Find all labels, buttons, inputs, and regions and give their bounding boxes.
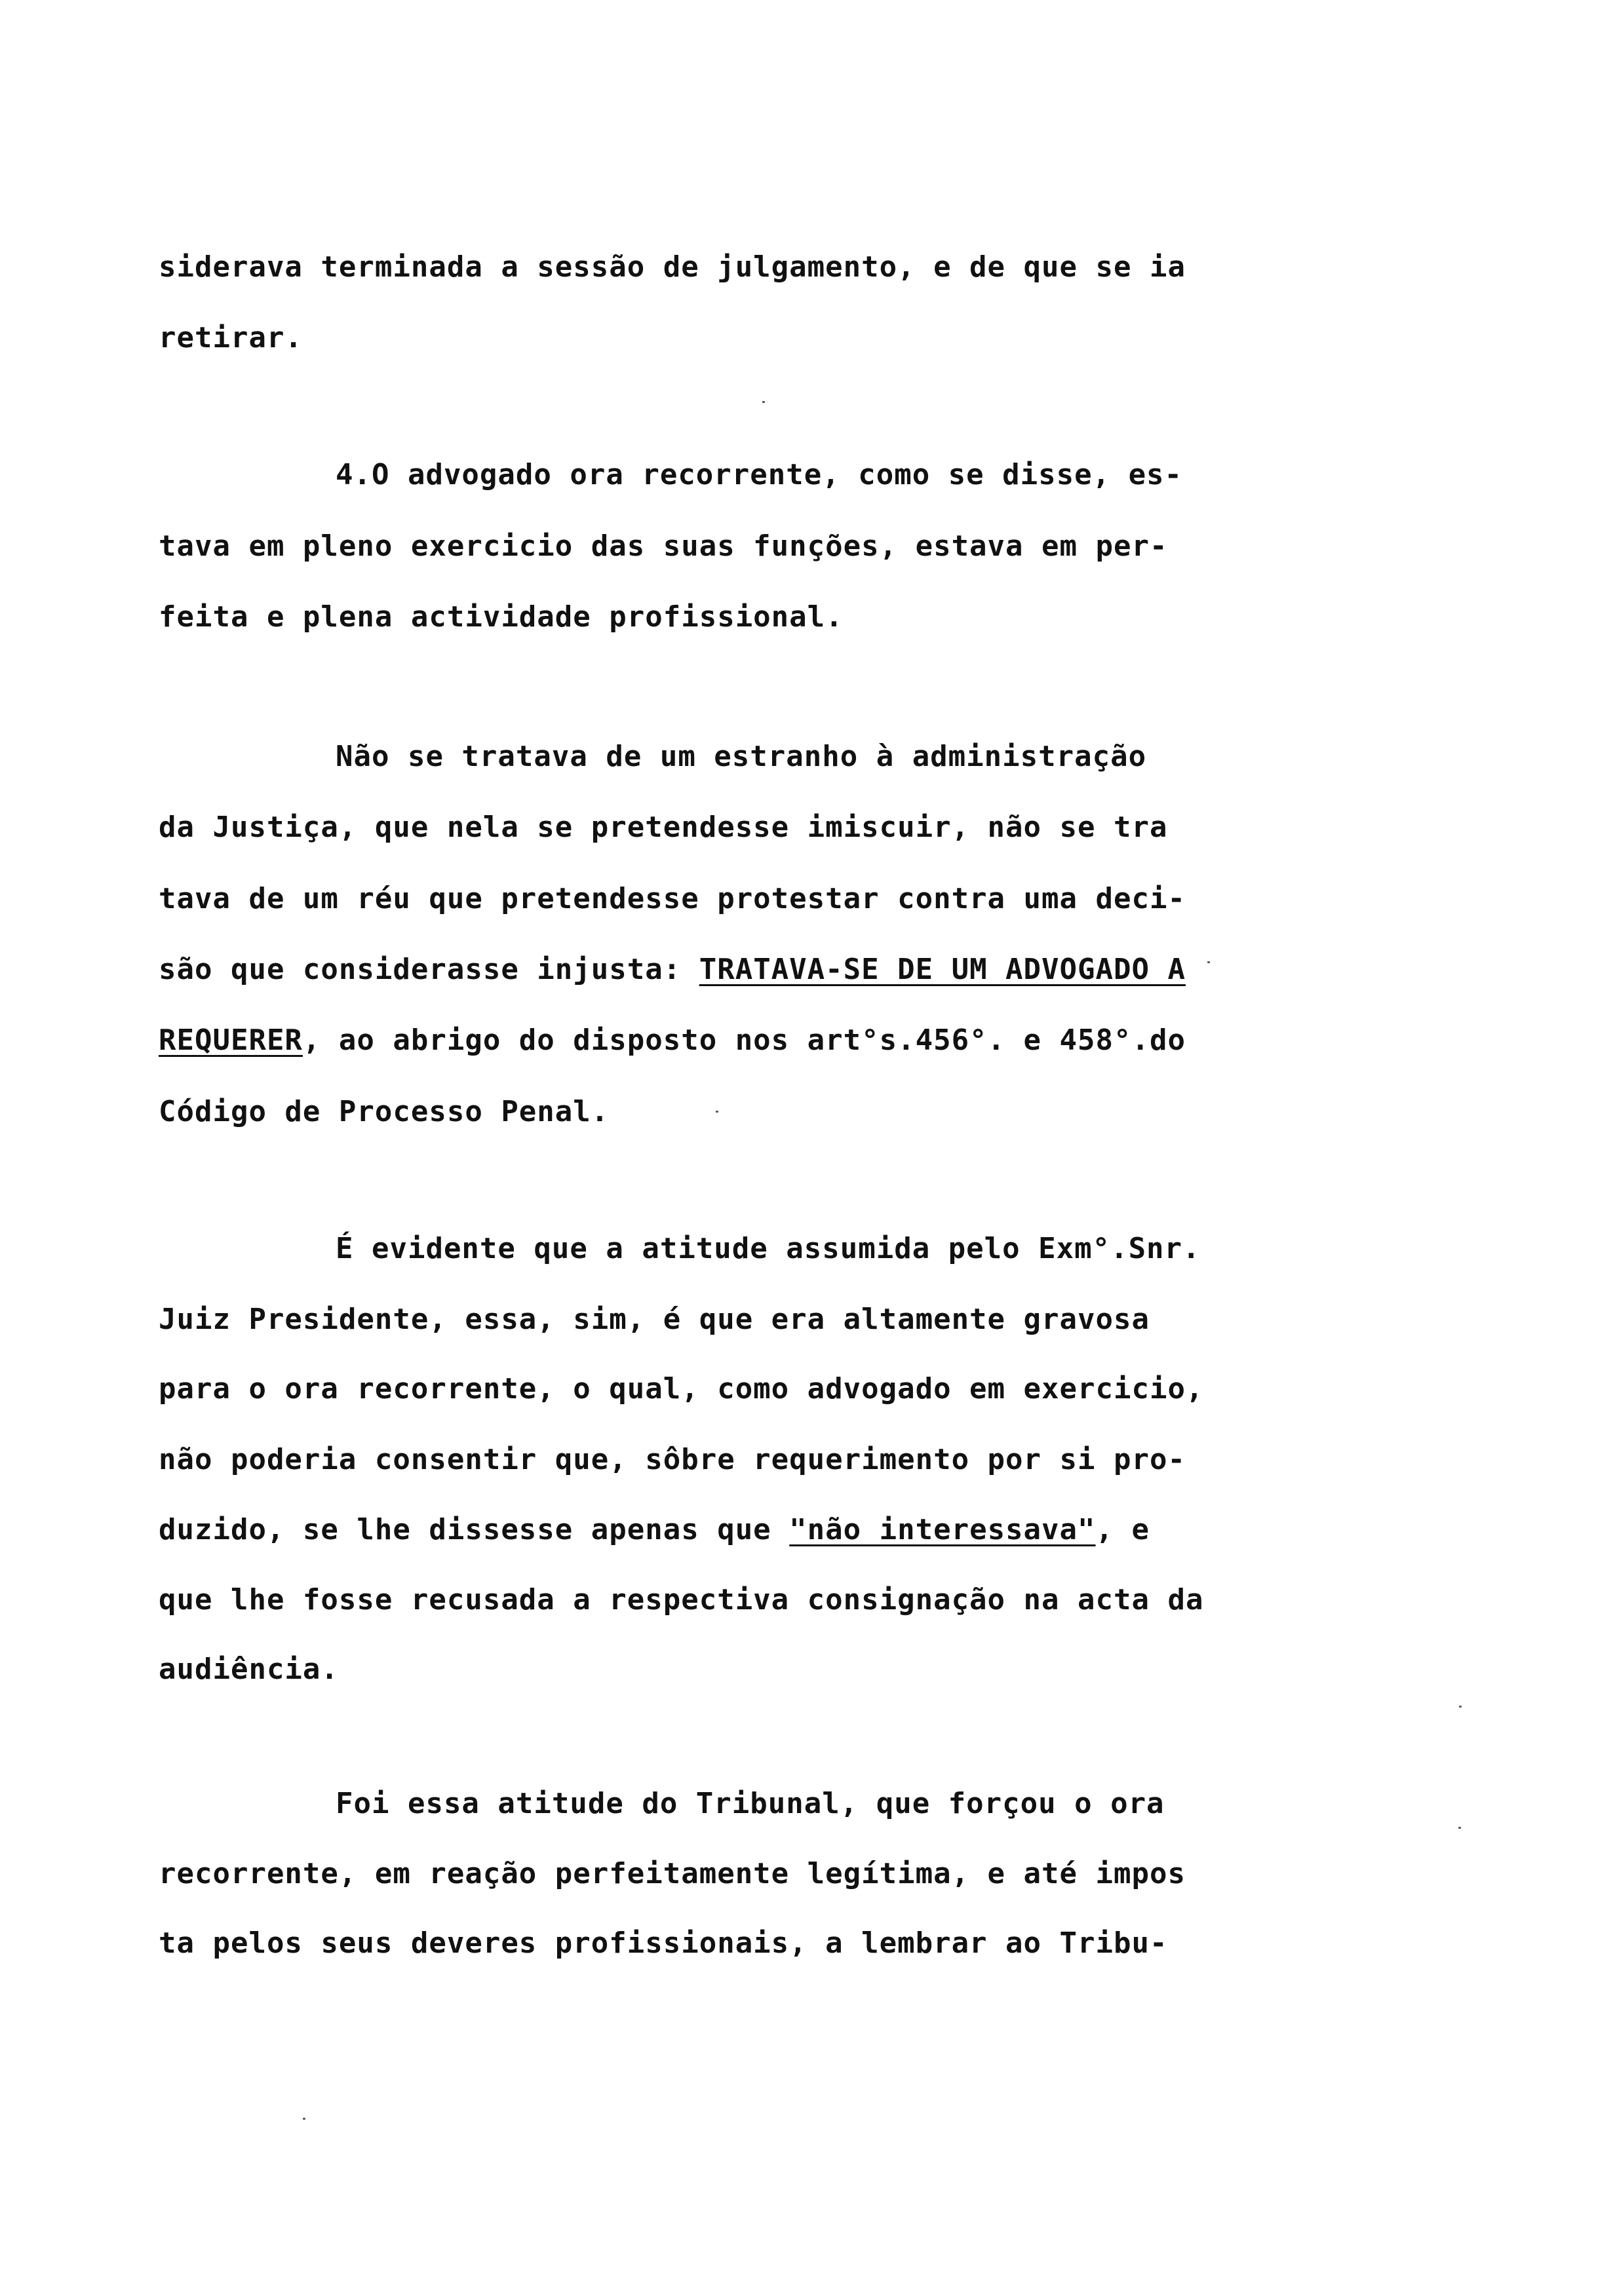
- text-line: [159, 1021, 1194, 1060]
- text-line: audiência.: [159, 1653, 339, 1686]
- text-line: retirar.: [159, 321, 303, 354]
- text-line: Código de Processo Penal.: [159, 1095, 610, 1128]
- text-segment: são que considerasse injusta:: [159, 953, 682, 986]
- scan-speck: [762, 401, 765, 403]
- text-line: Não se tratava de um estranho à administração: [336, 740, 1147, 773]
- underlined-text: TRATAVA-SE DE UM ADVOGADO A: [699, 953, 1186, 986]
- text-line: É evidente que a atitude assumida pelo Exm°.Snr.: [336, 1232, 1201, 1265]
- text-line: [159, 950, 1194, 989]
- text-line: recorrente, em reação perfeitamente legítima, e até impos: [159, 1857, 1186, 1890]
- text-line: Foi essa atitude do Tribunal, que forçou o ora: [336, 1787, 1165, 1820]
- text-line: siderava terminada a sessão de julgamento, e de que se ia: [159, 250, 1186, 284]
- text-line: feita e plena actividade profissional.: [159, 600, 844, 634]
- text-line: da Justiça, que nela se pretendesse imiscuir, não se tra: [159, 811, 1168, 844]
- text-line: Juiz Presidente, essa, sim, é que era altamente gravosa: [159, 1303, 1150, 1336]
- text-line: [159, 1510, 1194, 1550]
- text-segment: , ao abrigo do disposto nos art°s.456°. e 458°.do: [302, 1024, 1186, 1057]
- text-line: 4.O advogado ora recorrente, como se disse, es-: [336, 458, 1183, 491]
- text-line: ta pelos seus deveres profissionais, a lembrar ao Tribu-: [159, 1926, 1168, 1960]
- scan-speck: [1207, 961, 1210, 963]
- scan-speck: [1458, 1827, 1461, 1829]
- scan-speck: [716, 1111, 718, 1113]
- text-line: que lhe fosse recusada a respectiva consignação na acta da: [159, 1583, 1204, 1617]
- scan-speck: [303, 2118, 305, 2120]
- text-line: tava de um réu que pretendesse protestar contra uma deci-: [159, 882, 1186, 915]
- text-line: não poderia consentir que, sôbre requerimento por si pro-: [159, 1443, 1186, 1476]
- text-line: para o ora recorrente, o qual, como advogado em exercicio,: [159, 1372, 1204, 1406]
- text-segment: duzido, se lhe dissesse apenas que: [159, 1513, 790, 1546]
- text-line: tava em pleno exercicio das suas funções, estava em per-: [159, 529, 1168, 563]
- scan-speck: [1459, 1706, 1462, 1708]
- underlined-text: "não interessava": [789, 1513, 1096, 1546]
- text-segment: , e: [1095, 1513, 1150, 1546]
- underlined-text: REQUERER: [159, 1024, 303, 1057]
